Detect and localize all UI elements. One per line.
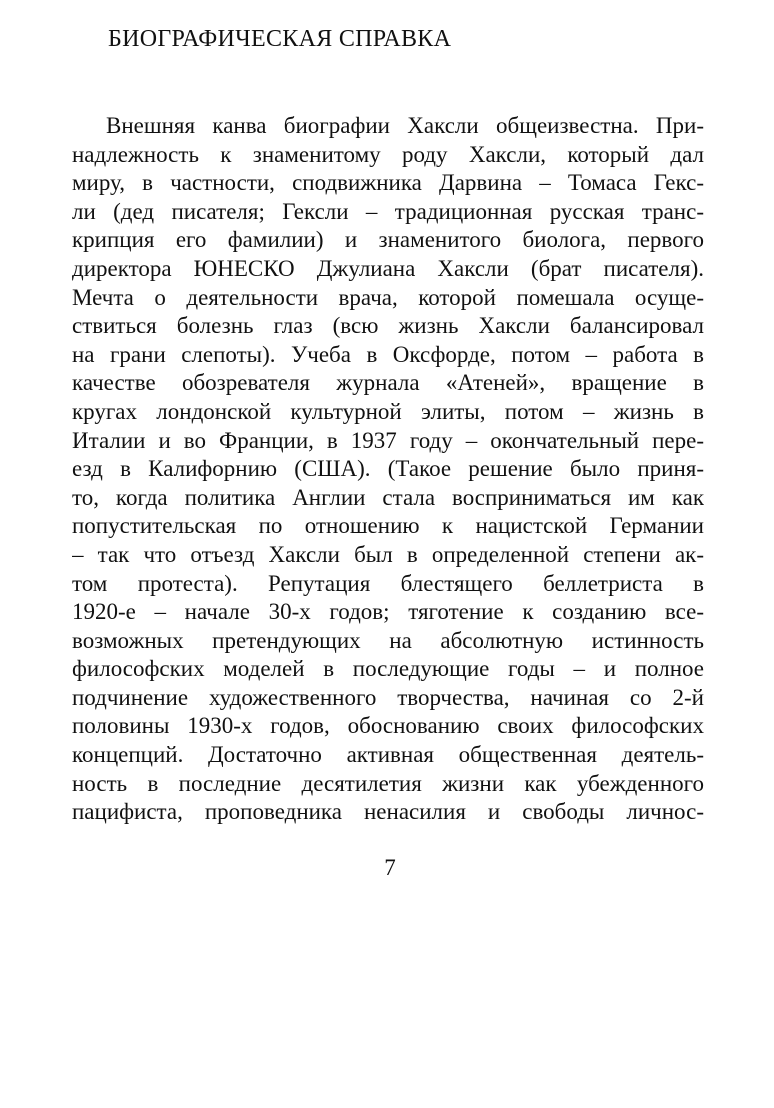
text-line: Мечта о деятельности врача, которой помешала осуще-: [72, 284, 704, 310]
text-line: ли (дед писателя; Гексли – традиционная русская транс-: [72, 198, 704, 224]
text-line: Внешняя канва биографии Хаксли общеизвестна. При-: [106, 113, 704, 138]
text-line: том протеста). Репутация блестящего беллетриста в: [72, 570, 704, 596]
text-line: попустительская по отношению к нацистской Германии: [72, 513, 704, 539]
text-line: директора ЮНЕСКО Джулиана Хаксли (брат писателя).: [72, 255, 704, 281]
text-line: качестве обозревателя журнала «Атеней», вращение в: [72, 370, 704, 396]
text-line: – так что отъезд Хаксли был в определенной степени ак-: [72, 541, 704, 567]
text-line: ствиться болезнь глаз (всю жизнь Хаксли балансировал: [72, 313, 704, 339]
text-line: на грани слепоты). Учеба в Оксфорде, потом – работа в: [72, 341, 704, 367]
text-line: кругах лондонской культурной элиты, потом – жизнь в: [72, 398, 704, 424]
text-line: пацифиста, проповедника ненасилия и свободы личнос-: [72, 799, 704, 825]
text-line: философских моделей в последующие годы – и полное: [72, 656, 704, 682]
text-line: то, когда политика Англии стала восприниматься им как: [72, 484, 704, 510]
text-line: надлежность к знаменитому роду Хаксли, который дал: [72, 141, 704, 167]
text-line: миру, в частности, сподвижника Дарвина – Томаса Гекс-: [72, 170, 704, 196]
text-line: концепций. Достаточно активная общественная деятель-: [72, 742, 704, 768]
text-line: возможных претендующих на абсолютную истинность: [72, 627, 704, 653]
body-paragraph: [72, 112, 704, 827]
text-line: подчинение художественного творчества, начиная со 2-й: [72, 684, 704, 710]
section-heading: БИОГРАФИЧЕСКАЯ СПРАВКА: [108, 26, 452, 52]
text-line: Италии и во Франции, в 1937 году – окончательный пере-: [72, 427, 704, 453]
text-line: ность в последние десятилетия жизни как убежденного: [72, 770, 704, 796]
text-line: 1920-е – начале 30-х годов; тяготение к созданию все-: [72, 599, 704, 625]
text-line: половины 1930-х годов, обоснованию своих философских: [72, 713, 704, 739]
page-number: 7: [384, 855, 396, 880]
text-line: езд в Калифорнию (США). (Такое решение было приня-: [72, 456, 704, 482]
text-line: крипция его фамилии) и знаменитого биолога, первого: [72, 227, 704, 253]
